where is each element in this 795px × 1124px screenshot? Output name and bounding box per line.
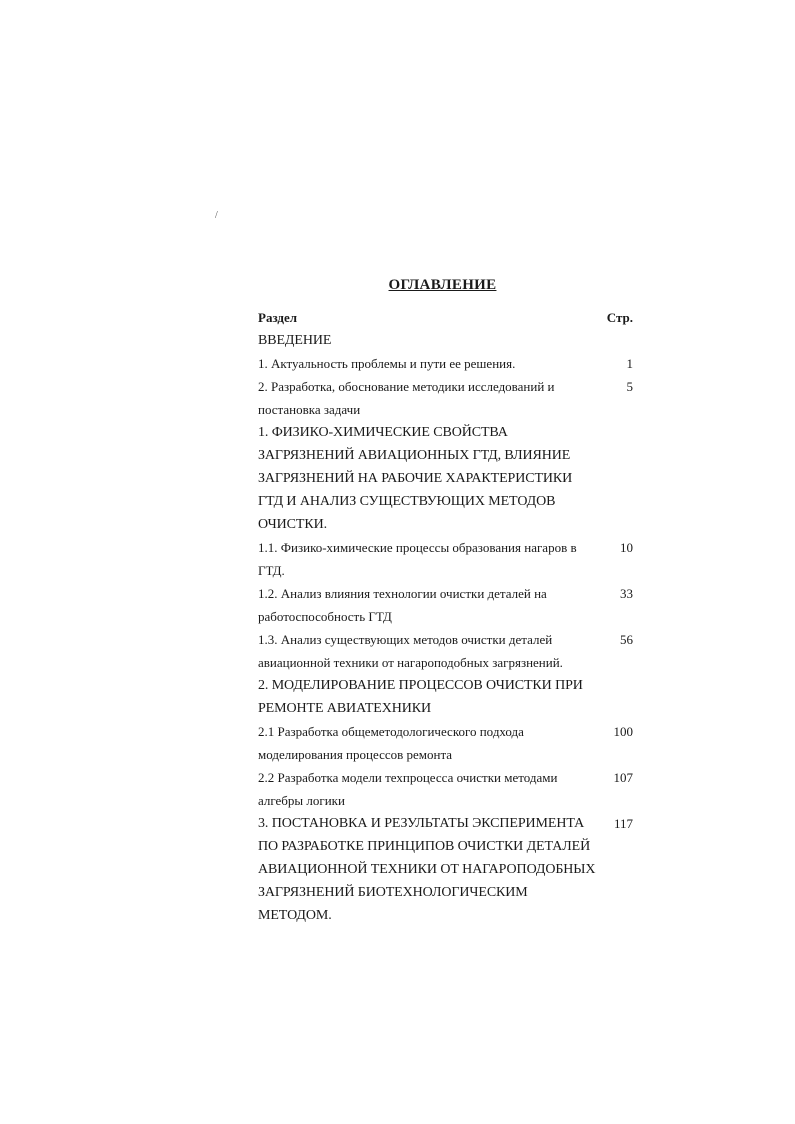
toc-entry-line: ЗАГРЯЗНЕНИЙ БИОТЕХНОЛОГИЧЕСКИМ xyxy=(258,885,528,900)
toc-entry-line: моделирования процессов ремонта xyxy=(258,747,453,762)
toc-entry-title xyxy=(258,766,593,812)
toc-entry-line: алгебры логики xyxy=(258,793,345,808)
toc-entry-line: 1.3. Анализ существующих методов очистки деталей xyxy=(258,632,553,647)
toc-entry-line: 1. ФИЗИКО-ХИМИЧЕСКИЕ СВОЙСТВА xyxy=(258,425,508,440)
toc-entry-page: 33 xyxy=(620,586,633,601)
toc-entry xyxy=(258,536,633,582)
toc-entry-line: ОЧИСТКИ. xyxy=(258,517,328,532)
toc-entry-title xyxy=(258,720,593,766)
toc-entry xyxy=(258,628,633,674)
toc-entry-title xyxy=(258,582,593,628)
toc-entry-title xyxy=(258,674,593,720)
toc-entry-line: МЕТОДОМ. xyxy=(258,908,332,923)
toc-entry xyxy=(258,674,633,720)
toc-entry-line: 2.2 Разработка модели техпроцесса очистки методами xyxy=(258,770,558,785)
toc-entry-page: 117 xyxy=(613,816,633,831)
toc-entry-line: 3. ПОСТАНОВКА И РЕЗУЛЬТАТЫ ЭКСПЕРИМЕНТА xyxy=(258,816,585,831)
toc-entry xyxy=(258,352,633,375)
toc-entry xyxy=(258,766,633,812)
toc-entry-title xyxy=(258,812,596,927)
toc-entry-title xyxy=(258,628,593,674)
toc-entry-line: ЗАГРЯЗНЕНИЙ АВИАЦИОННЫХ ГТД, ВЛИЯНИЕ xyxy=(258,448,571,463)
toc-entry-line: АВИАЦИОННОЙ ТЕХНИКИ ОТ НАГАРОПОДОБНЫХ xyxy=(258,862,596,877)
toc-entry xyxy=(258,720,633,766)
toc-entry xyxy=(258,329,633,352)
toc-entry xyxy=(258,582,633,628)
toc-entry-line: ГТД И АНАЛИЗ СУЩЕСТВУЮЩИХ МЕТОДОВ xyxy=(258,494,556,509)
toc-list xyxy=(258,329,633,927)
toc-entry-line: 2. МОДЕЛИРОВАНИЕ ПРОЦЕССОВ ОЧИСТКИ ПРИ xyxy=(258,678,583,693)
toc-entry-line: работоспособность ГТД xyxy=(258,609,392,624)
toc-entry-title xyxy=(258,375,593,421)
page-column-header: Стр. xyxy=(606,310,633,325)
toc-entry-line: 1.1. Физико-химические процессы образования нагаров в xyxy=(258,540,577,555)
toc-entry-line: 2.1 Разработка общеметодологического подхода xyxy=(258,724,524,739)
toc-entry-line: 1.2. Анализ влияния технологии очистки деталей на xyxy=(258,586,547,601)
toc-entry-page: 56 xyxy=(620,632,633,647)
toc-entry-page: 10 xyxy=(620,540,633,555)
scan-mark: / xyxy=(215,210,218,221)
toc-page xyxy=(258,270,633,927)
section-column-header: Раздел xyxy=(258,310,298,325)
toc-entry-line: ЗАГРЯЗНЕНИЙ НА РАБОЧИЕ ХАРАКТЕРИСТИКИ xyxy=(258,471,573,486)
toc-entry-line: авиационной техники от нагароподобных загрязнений. xyxy=(258,655,563,670)
toc-entry-line: постановка задачи xyxy=(258,402,361,417)
toc-entry-line: ГТД. xyxy=(258,563,285,578)
toc-entry-line: 1. Актуальность проблемы и пути ее решения. xyxy=(258,356,516,371)
toc-entry-page: 1 xyxy=(626,356,633,371)
toc-entry-line: РЕМОНТЕ АВИАТЕХНИКИ xyxy=(258,701,432,716)
toc-entry-line: 2. Разработка, обоснование методики исследований и xyxy=(258,379,555,394)
toc-entry xyxy=(258,421,633,536)
toc-entry xyxy=(258,812,633,927)
toc-entry-title xyxy=(258,536,593,582)
toc-header xyxy=(258,306,633,329)
toc-entry-title xyxy=(258,421,593,536)
toc-entry xyxy=(258,375,633,421)
toc-entry-page: 100 xyxy=(613,724,633,739)
toc-entry-line: ПО РАЗРАБОТКЕ ПРИНЦИПОВ ОЧИСТКИ ДЕТАЛЕЙ xyxy=(258,839,591,854)
toc-entry-line: ВВЕДЕНИЕ xyxy=(258,333,332,348)
toc-entry-title xyxy=(258,352,593,375)
page-title: ОГЛАВЛЕНИЕ xyxy=(388,277,497,293)
toc-entry-title xyxy=(258,329,593,352)
toc-entry-page: 5 xyxy=(626,379,633,394)
toc-entry-page: 107 xyxy=(613,770,633,785)
